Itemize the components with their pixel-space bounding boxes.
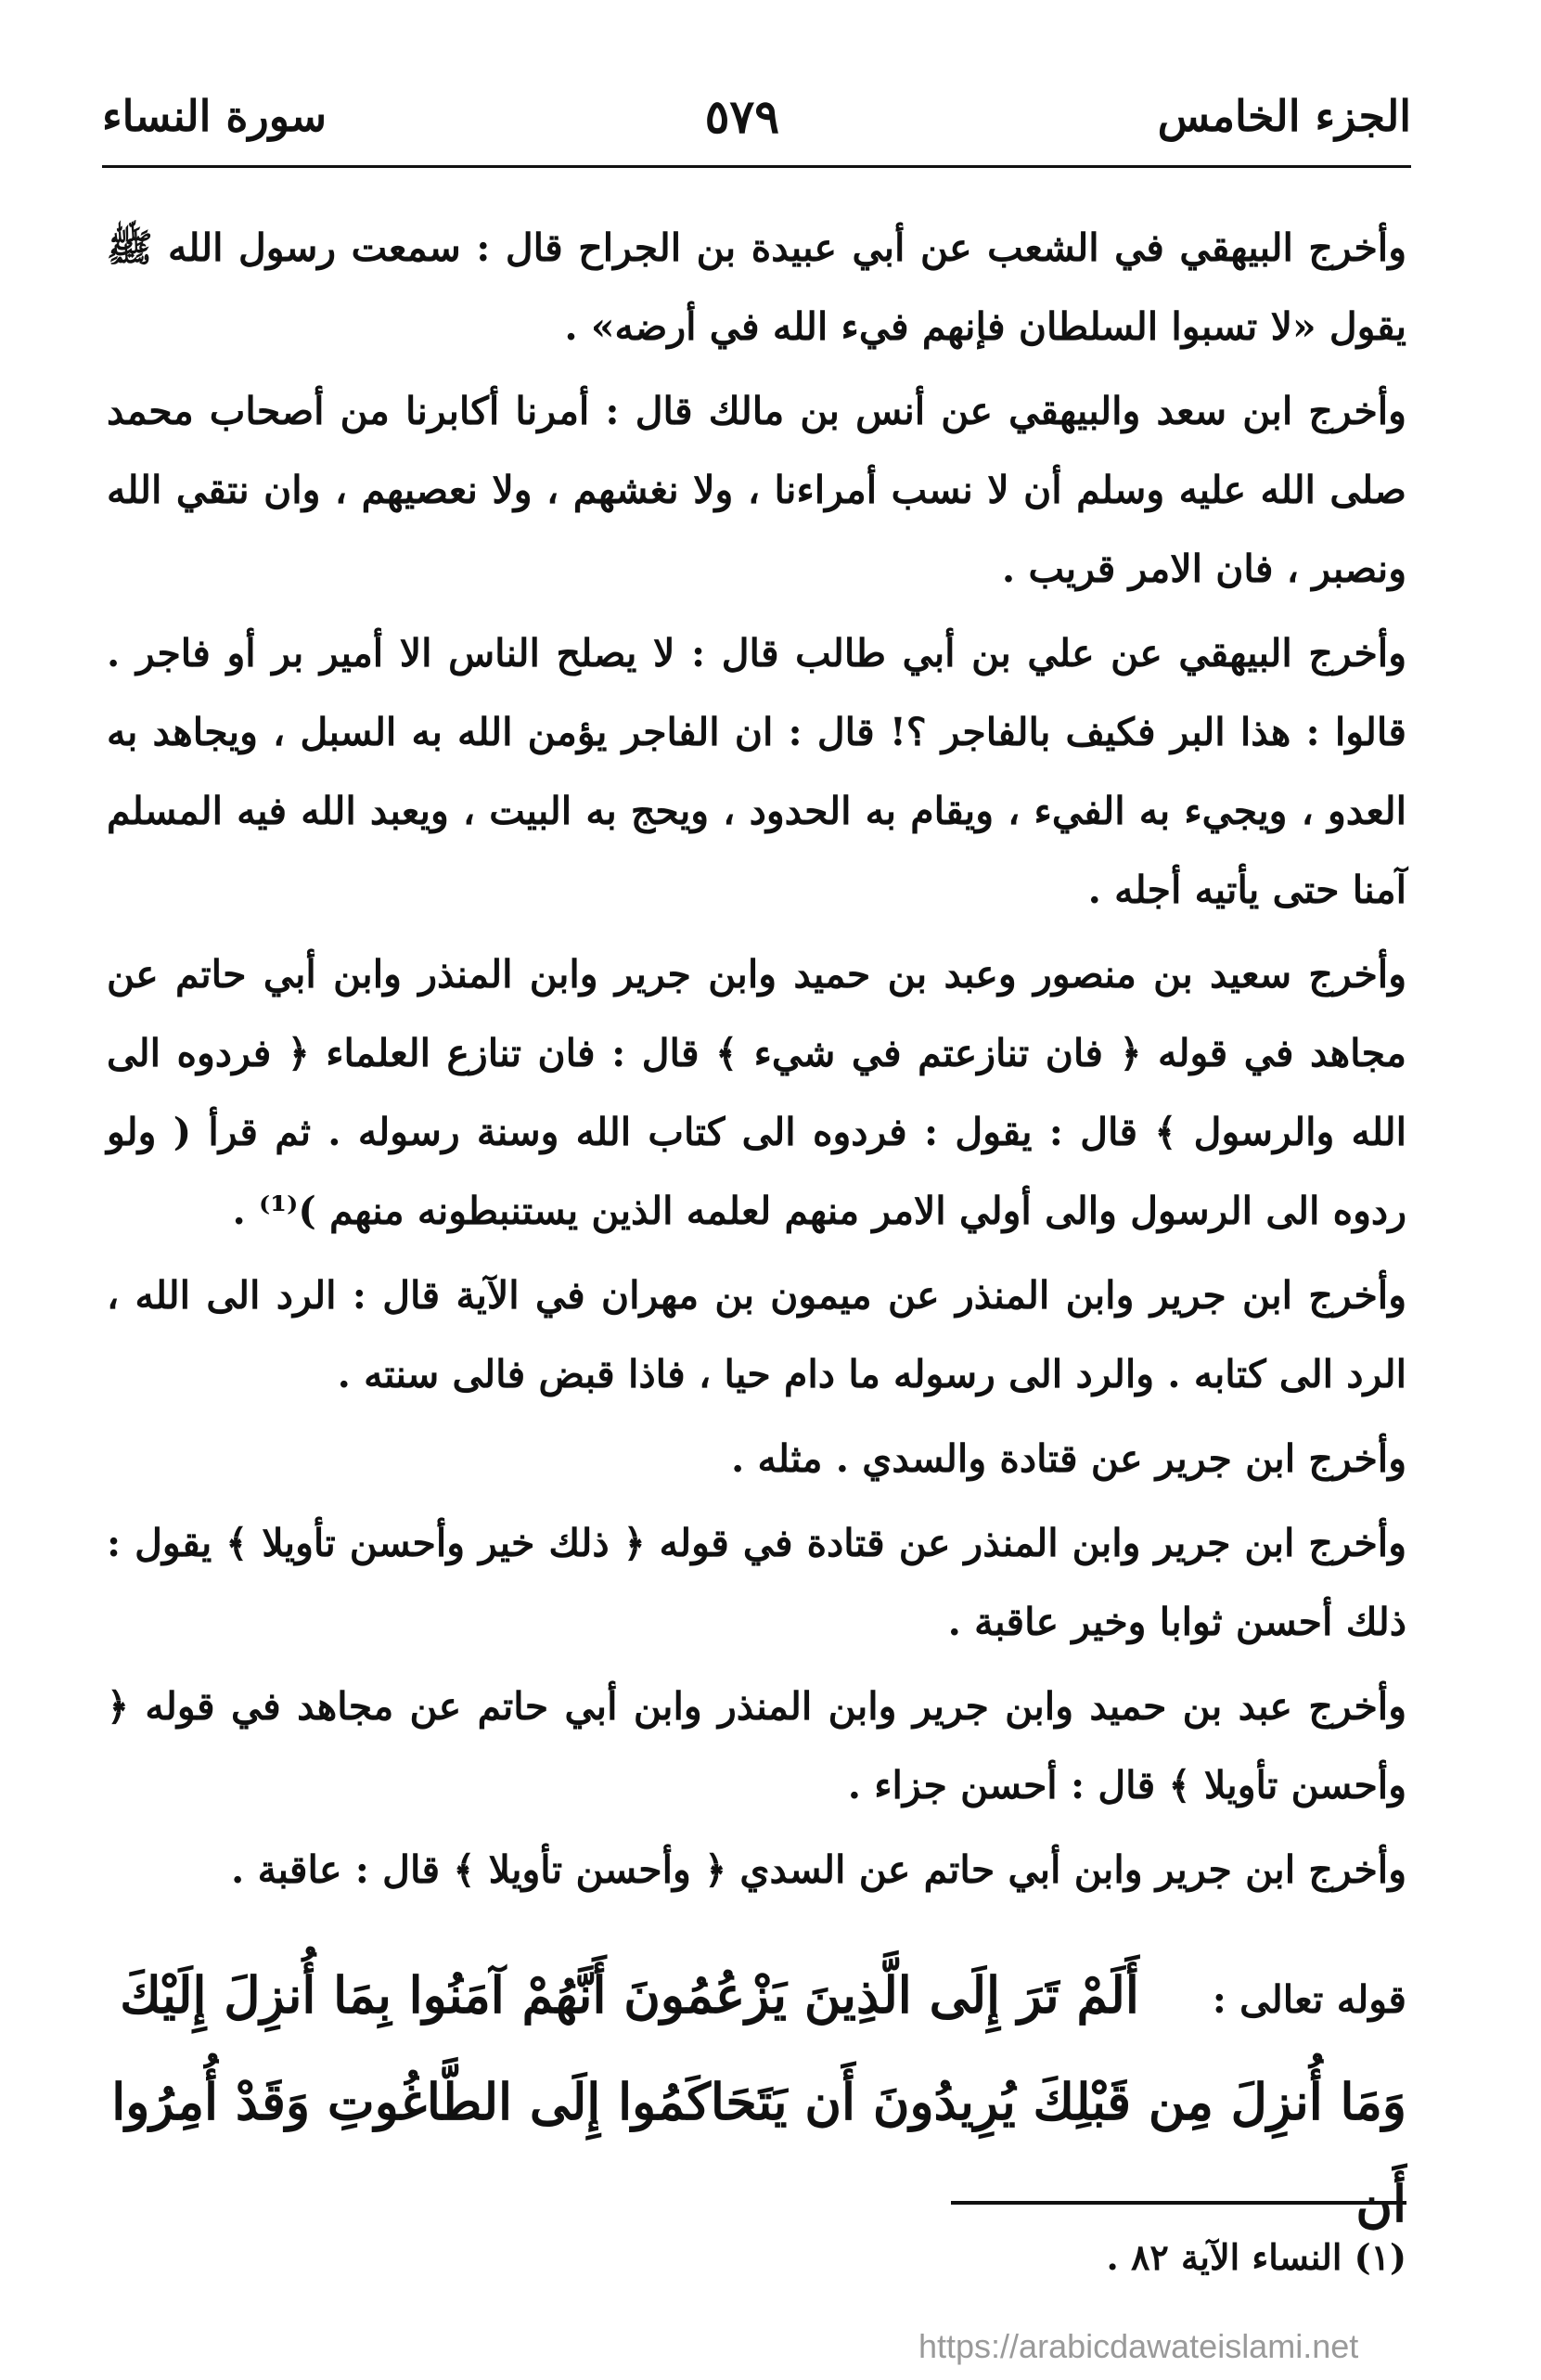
verse-label: قوله تعالى : [1212, 1977, 1406, 2022]
paragraph: وأخرج البيهقي في الشعب عن أبي عبيدة بن الجراح قال : سمعت رسول الله ﷺ يقول «لا تسبوا السلطان فإنهم فيء الله في أرضه» . [107, 225, 1406, 349]
header-surah: سورة النساء [102, 91, 327, 141]
verse-text: أَلَمْ تَرَ إِلَى الَّذِينَ يَزْعُمُونَ أَنَّهُمْ آمَنُوا بِمَا أُنزِلَ إِلَيْكَ وَمَا أُنزِلَ مِن قَبْلِكَ يُرِيدُونَ أَن يَتَحَاكَمُوا إِلَى الطَّاغُوتِ وَقَدْ أُمِرُوا أَن [111, 1965, 1406, 2233]
paragraph: وأخرج عبد بن حميد وابن جرير وابن المنذر وابن أبي حاتم عن مجاهد في قوله ﴿ وأحسن تأويلا ﴾ قال : أحسن جزاء . [107, 1684, 1406, 1808]
watermark-url: https://arabicdawateislami.net [918, 2327, 1359, 2365]
page-header [102, 74, 1411, 158]
paragraph: وأخرج ابن جرير وابن المنذر عن قتادة في قوله ﴿ ذلك خير وأحسن تأويلا ﴾ يقول : ذلك أحسن ثوابا وخير عاقبة . [107, 1521, 1406, 1644]
paragraph: وأخرج ابن جرير عن قتادة والسدي . مثله . [730, 1436, 1406, 1481]
paragraph: وأخرج ابن جرير وابن أبي حاتم عن السدي ﴿ وأحسن تأويلا ﴾ قال : عاقبة . [231, 1847, 1406, 1892]
page-number: ٥٧٩ [704, 88, 780, 144]
paragraph: وأخرج سعيد بن منصور وعبد بن حميد وابن جرير وابن المنذر وابن أبي حاتم عن مجاهد في قوله ﴿ فان تنازعتم في شيء ﴾ قال : فان تنازع العلماء ﴿ فردوه الى الله والرسول ﴾ قال : يقول : فردوه الى كتاب الله وسنة رسوله . ثم قرأ ( ولو ردوه الى الرسول والى أولي الامر منهم لعلمه الذين يستنبطونه منهم )⁽¹⁾ . [107, 952, 1406, 1233]
paragraph: وأخرج البيهقي عن علي بن أبي طالب قال : لا يصلح الناس الا أمير بر أو فاجر . قالوا : هذا البر فكيف بالفاجر ؟! قال : ان الفاجر يؤمن الله به السبل ، ويجاهد به العدو ، ويجيء به الفيء ، ويقام به الحدود ، ويحج به البيت ، ويعبد الله فيه المسلم آمنا حتى يأتيه أجله . [107, 631, 1406, 912]
quran-verse-block [107, 1944, 1406, 2255]
header-part: الجزء الخامس [1157, 91, 1411, 141]
footnote: (١) النساء الآية ٨٢ . [1106, 2236, 1406, 2278]
paragraph: وأخرج ابن جرير وابن المنذر عن ميمون بن مهران في الآية قال : الرد الى الله ، الرد الى كتابه . والرد الى رسوله ما دام حيا ، فاذا قبض فالى سنته . [107, 1273, 1406, 1396]
header-rule [102, 165, 1411, 168]
paragraph: وأخرج ابن سعد والبيهقي عن أنس بن مالك قال : أمرنا أكابرنا من أصحاب محمد صلى الله عليه وسلم أن لا نسب أمراءنا ، ولا نغشهم ، ولا نعصيهم ، وان نتقي الله ونصبر ، فان الامر قريب . [107, 389, 1406, 591]
main-text [107, 209, 1406, 1915]
footnote-rule [951, 2201, 1406, 2205]
